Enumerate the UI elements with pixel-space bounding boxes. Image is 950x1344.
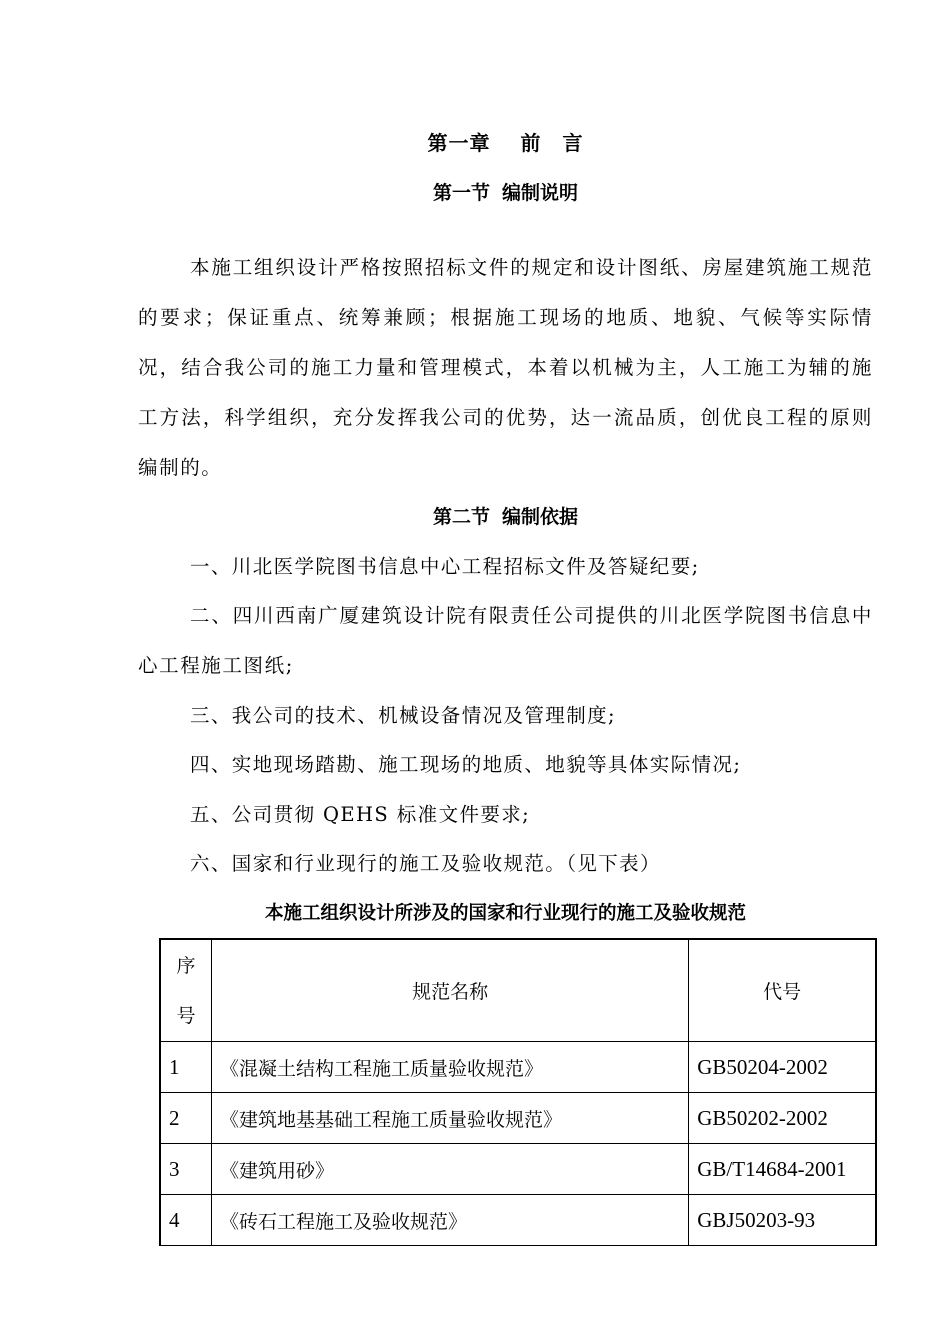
- chapter-title: [138, 128, 873, 158]
- header-no-top: 序: [176, 954, 196, 977]
- table-header-row: [160, 939, 876, 1042]
- chapter-name: 前 言: [520, 131, 584, 155]
- section-title-2: [138, 502, 873, 532]
- row-name: 《建筑用砂》: [211, 1144, 688, 1195]
- header-name: 规范名称: [211, 939, 688, 1042]
- row-no: 3: [160, 1144, 211, 1195]
- section-1-name: 编制说明: [502, 182, 579, 204]
- intro-paragraph: 本施工组织设计严格按照招标文件的规定和设计图纸、房屋建筑施工规范的要求；保证重点、统筹兼顾；根据施工现场的地质、地貌、气候等实际情况，结合我公司的施工力量和管理模式，本着以机械为主，人工施工为辅的施工方法，科学组织，充分发挥我公司的优势，达一流品质，创优良工程的原则编制的。: [138, 256, 873, 479]
- table-row: [160, 1042, 876, 1093]
- basis-item-2: 二、四川西南广厦建筑设计院有限责任公司提供的川北医学院图书信息中心工程施工图纸;: [138, 604, 873, 677]
- table-row: [160, 1093, 876, 1144]
- row-name: 《混凝土结构工程施工质量验收规范》: [211, 1042, 688, 1093]
- row-code: GB50202-2002: [689, 1093, 876, 1144]
- table-row: [160, 1144, 876, 1195]
- row-no: 1: [160, 1042, 211, 1093]
- basis-item-4: 四、实地现场踏勘、施工现场的地质、地貌等具体实际情况;: [190, 753, 742, 776]
- section-title-1: [138, 178, 873, 208]
- row-name: 《砖石工程施工及验收规范》: [211, 1195, 688, 1246]
- section-2-label: 第二节: [432, 506, 490, 528]
- row-code: GB/T14684-2001: [689, 1144, 876, 1195]
- row-name: 《建筑地基基础工程施工质量验收规范》: [211, 1093, 688, 1144]
- basis-item-5: 五、公司贯彻 QEHS 标准文件要求;: [190, 803, 531, 826]
- table-caption: 本施工组织设计所涉及的国家和行业现行的施工及验收规范: [264, 903, 746, 924]
- row-no: 4: [160, 1195, 211, 1246]
- basis-item-1: 一、川北医学院图书信息中心工程招标文件及答疑纪要;: [190, 555, 700, 578]
- norms-table: [159, 938, 877, 1246]
- basis-item-3: 三、我公司的技术、机械设备情况及管理制度;: [190, 704, 616, 727]
- header-code: 代号: [689, 939, 876, 1042]
- section-2-name: 编制依据: [502, 506, 579, 528]
- table-row: [160, 1195, 876, 1246]
- header-no: [160, 939, 211, 1042]
- row-code: GBJ50203-93: [689, 1195, 876, 1246]
- chapter-label: 第一章: [427, 131, 491, 155]
- row-code: GB50204-2002: [689, 1042, 876, 1093]
- basis-item-6: 六、国家和行业现行的施工及验收规范。（见下表）: [190, 852, 661, 875]
- section-1-label: 第一节: [432, 182, 490, 204]
- row-no: 2: [160, 1093, 211, 1144]
- header-no-bottom: 号: [176, 1004, 196, 1027]
